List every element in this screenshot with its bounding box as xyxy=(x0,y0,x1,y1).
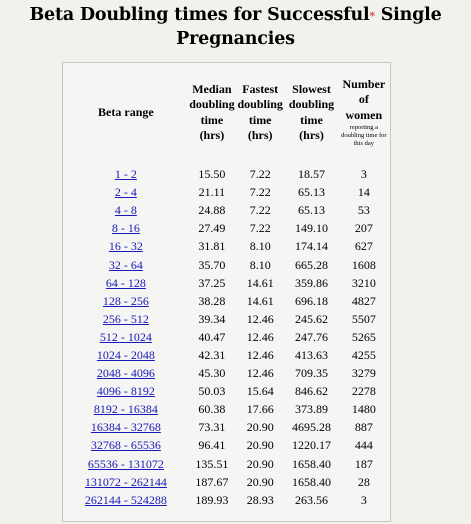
beta-range-link[interactable]: 256 - 512 xyxy=(102,311,149,326)
fastest-cell: 20.90 xyxy=(246,438,274,453)
header-slowest-l2: doubling xyxy=(288,97,335,111)
women-count-cell: 1608 xyxy=(351,257,376,272)
fastest-cell: 7.22 xyxy=(249,203,271,218)
table-row xyxy=(63,274,390,292)
header-beta-range: Beta range xyxy=(98,104,154,119)
table-row xyxy=(63,455,390,473)
slowest-cell: 18.57 xyxy=(298,167,325,182)
slowest-cell: 413.63 xyxy=(295,347,328,362)
table-header-row xyxy=(63,66,390,159)
median-cell: 39.34 xyxy=(198,311,226,326)
fastest-cell: 8.10 xyxy=(249,257,271,272)
footnote-asterisk[interactable]: * xyxy=(369,10,375,23)
women-count-cell: 4827 xyxy=(351,293,376,308)
median-cell: 24.88 xyxy=(198,203,226,218)
beta-range-link[interactable]: 65536 - 131072 xyxy=(87,456,164,471)
slowest-cell: 247.76 xyxy=(295,329,328,344)
slowest-cell: 263.56 xyxy=(295,492,328,507)
beta-range-link[interactable]: 128 - 256 xyxy=(102,293,149,308)
women-count-cell: 28 xyxy=(357,474,370,489)
median-cell: 38.28 xyxy=(198,293,226,308)
women-count-cell: 4255 xyxy=(351,347,376,362)
table-row xyxy=(63,255,390,273)
women-count-cell: 3210 xyxy=(351,275,376,290)
fastest-cell: 14.61 xyxy=(246,293,274,308)
title-line2: Pregnancies xyxy=(176,29,295,49)
median-cell: 187.67 xyxy=(195,474,229,489)
header-median-l2: doubling xyxy=(189,97,235,111)
range-cell xyxy=(63,274,189,292)
women-count-cell: 887 xyxy=(354,420,373,435)
range-cell xyxy=(63,292,189,310)
fastest-cell: 20.90 xyxy=(246,474,274,489)
slowest-cell: 1658.40 xyxy=(292,474,331,489)
fastest-cell: 12.46 xyxy=(246,311,274,326)
fastest-cell: 12.46 xyxy=(246,347,274,362)
header-fastest xyxy=(235,66,285,159)
fastest-cell: 7.22 xyxy=(249,167,271,182)
slowest-cell: 665.28 xyxy=(295,257,328,272)
women-count-cell: 187 xyxy=(354,456,373,471)
slowest-cell: 65.13 xyxy=(298,185,325,200)
beta-range-link[interactable]: 8 - 16 xyxy=(111,221,140,236)
page-title xyxy=(0,3,471,51)
median-cell: 27.49 xyxy=(198,221,226,236)
range-cell xyxy=(63,201,189,219)
range-cell xyxy=(63,382,189,400)
table-row xyxy=(63,310,390,328)
table-row xyxy=(63,364,390,382)
table-row xyxy=(63,165,390,183)
header-slowest-l4: (hrs) xyxy=(299,128,324,142)
fastest-cell: 17.66 xyxy=(246,402,274,417)
slowest-cell: 846.62 xyxy=(295,384,328,399)
header-number-of-women xyxy=(338,66,390,159)
women-count-cell: 3279 xyxy=(351,366,376,381)
table-row xyxy=(63,237,390,255)
median-cell: 31.81 xyxy=(198,239,226,254)
header-fastest-l2: doubling xyxy=(237,97,283,111)
range-cell xyxy=(63,455,189,473)
beta-range-link[interactable]: 1024 - 2048 xyxy=(96,347,155,362)
table-row xyxy=(63,436,390,454)
slowest-cell: 1220.17 xyxy=(292,438,331,453)
fastest-cell: 28.93 xyxy=(246,492,274,507)
beta-range-link[interactable]: 32 - 64 xyxy=(108,257,143,272)
fastest-cell: 20.90 xyxy=(246,420,274,435)
median-cell: 15.50 xyxy=(198,167,226,182)
table-row xyxy=(63,201,390,219)
table-row xyxy=(63,382,390,400)
beta-range-link[interactable]: 1 - 2 xyxy=(114,167,137,182)
range-cell xyxy=(63,346,189,364)
range-cell xyxy=(63,328,189,346)
beta-range-link[interactable]: 2 - 4 xyxy=(114,185,137,200)
title-line1: Beta Doubling times for Successful xyxy=(29,5,370,25)
women-count-cell: 3 xyxy=(360,167,367,182)
women-count-cell: 14 xyxy=(357,185,370,200)
median-cell: 40.47 xyxy=(198,329,226,344)
range-cell xyxy=(63,418,189,436)
beta-range-link[interactable]: 8192 - 16384 xyxy=(93,402,158,417)
median-cell: 96.41 xyxy=(198,438,226,453)
slowest-cell: 65.13 xyxy=(298,203,325,218)
beta-range-link[interactable]: 4 - 8 xyxy=(114,203,137,218)
median-cell: 50.03 xyxy=(198,384,226,399)
header-median-l4: (hrs) xyxy=(199,128,225,142)
women-count-cell: 2278 xyxy=(351,384,376,399)
table-row xyxy=(63,400,390,418)
table-row xyxy=(63,328,390,346)
range-cell xyxy=(63,219,189,237)
median-cell: 37.25 xyxy=(198,275,226,290)
fastest-cell: 14.61 xyxy=(246,275,274,290)
table-row xyxy=(63,346,390,364)
slowest-cell: 149.10 xyxy=(295,221,328,236)
table-row xyxy=(63,418,390,436)
slowest-cell: 174.14 xyxy=(295,239,328,254)
header-slowest xyxy=(285,66,337,159)
range-cell xyxy=(63,183,189,201)
beta-range-link[interactable]: 16384 - 32768 xyxy=(90,420,161,435)
range-cell xyxy=(63,310,189,328)
women-count-cell: 53 xyxy=(357,203,370,218)
women-count-cell: 5507 xyxy=(351,311,376,326)
table-panel xyxy=(62,62,391,522)
beta-range-link[interactable]: 16 - 32 xyxy=(108,239,143,254)
beta-range-link[interactable]: 64 - 128 xyxy=(105,275,146,290)
range-cell xyxy=(63,436,189,454)
fastest-cell: 12.46 xyxy=(246,329,274,344)
header-fastest-l1: Fastest xyxy=(242,81,279,96)
women-count-cell: 627 xyxy=(354,239,373,254)
header-median-l3: time xyxy=(200,112,224,127)
table-row xyxy=(63,219,390,237)
header-median-l1: Median xyxy=(192,81,232,96)
median-cell: 35.70 xyxy=(198,257,226,272)
table-row xyxy=(63,183,390,201)
range-cell xyxy=(63,400,189,418)
header-slowest-l3: time xyxy=(300,112,323,127)
slowest-cell: 696.18 xyxy=(295,293,328,308)
women-count-cell: 207 xyxy=(354,221,373,236)
median-cell: 135.51 xyxy=(195,456,229,471)
header-median xyxy=(189,66,235,159)
slowest-cell: 359.86 xyxy=(295,275,328,290)
header-number-l1: Number xyxy=(342,76,386,91)
slowest-cell: 245.62 xyxy=(295,311,328,326)
beta-range-link[interactable]: 131072 - 262144 xyxy=(84,474,167,489)
fastest-cell: 20.90 xyxy=(246,456,274,471)
beta-range-link[interactable]: 4096 - 8192 xyxy=(96,384,155,399)
women-count-cell: 444 xyxy=(354,438,373,453)
slowest-cell: 1658.40 xyxy=(292,456,331,471)
range-cell xyxy=(63,491,189,509)
slowest-cell: 373.89 xyxy=(295,402,328,417)
slowest-cell: 709.35 xyxy=(295,366,328,381)
women-count-cell: 5265 xyxy=(351,329,376,344)
fastest-cell: 7.22 xyxy=(249,221,271,236)
fastest-cell: 15.64 xyxy=(246,384,274,399)
median-cell: 60.38 xyxy=(198,402,226,417)
range-cell xyxy=(63,237,189,255)
women-count-cell: 3 xyxy=(360,492,367,507)
table-row xyxy=(63,292,390,310)
median-cell: 189.93 xyxy=(195,492,229,507)
slowest-cell: 4695.28 xyxy=(292,420,331,435)
header-number-note: reporting a doubling time for this day xyxy=(341,124,387,148)
fastest-cell: 7.22 xyxy=(249,185,271,200)
table-row xyxy=(63,491,390,509)
beta-range-link[interactable]: 262144 - 524288 xyxy=(84,492,167,507)
header-number-l2: of xyxy=(358,92,369,107)
header-fastest-l3: time xyxy=(248,112,272,127)
beta-range-link[interactable]: 512 - 1024 xyxy=(99,329,152,344)
header-slowest-l1: Slowest xyxy=(292,81,331,96)
median-cell: 21.11 xyxy=(198,185,226,200)
doubling-times-table xyxy=(63,66,390,509)
range-cell xyxy=(63,165,189,183)
range-cell xyxy=(63,255,189,273)
range-cell xyxy=(63,364,189,382)
beta-range-link[interactable]: 32768 - 65536 xyxy=(90,438,161,453)
beta-range-link[interactable]: 2048 - 4096 xyxy=(96,366,155,381)
median-cell: 45.30 xyxy=(198,366,226,381)
table-row xyxy=(63,473,390,491)
title-line1-end: Single xyxy=(374,5,442,25)
fastest-cell: 12.46 xyxy=(246,366,274,381)
median-cell: 73.31 xyxy=(198,420,226,435)
women-count-cell: 1480 xyxy=(351,402,376,417)
header-fastest-l4: (hrs) xyxy=(247,128,273,142)
header-number-l3: women xyxy=(345,107,383,122)
fastest-cell: 8.10 xyxy=(249,239,271,254)
median-cell: 42.31 xyxy=(198,347,226,362)
range-cell xyxy=(63,473,189,491)
